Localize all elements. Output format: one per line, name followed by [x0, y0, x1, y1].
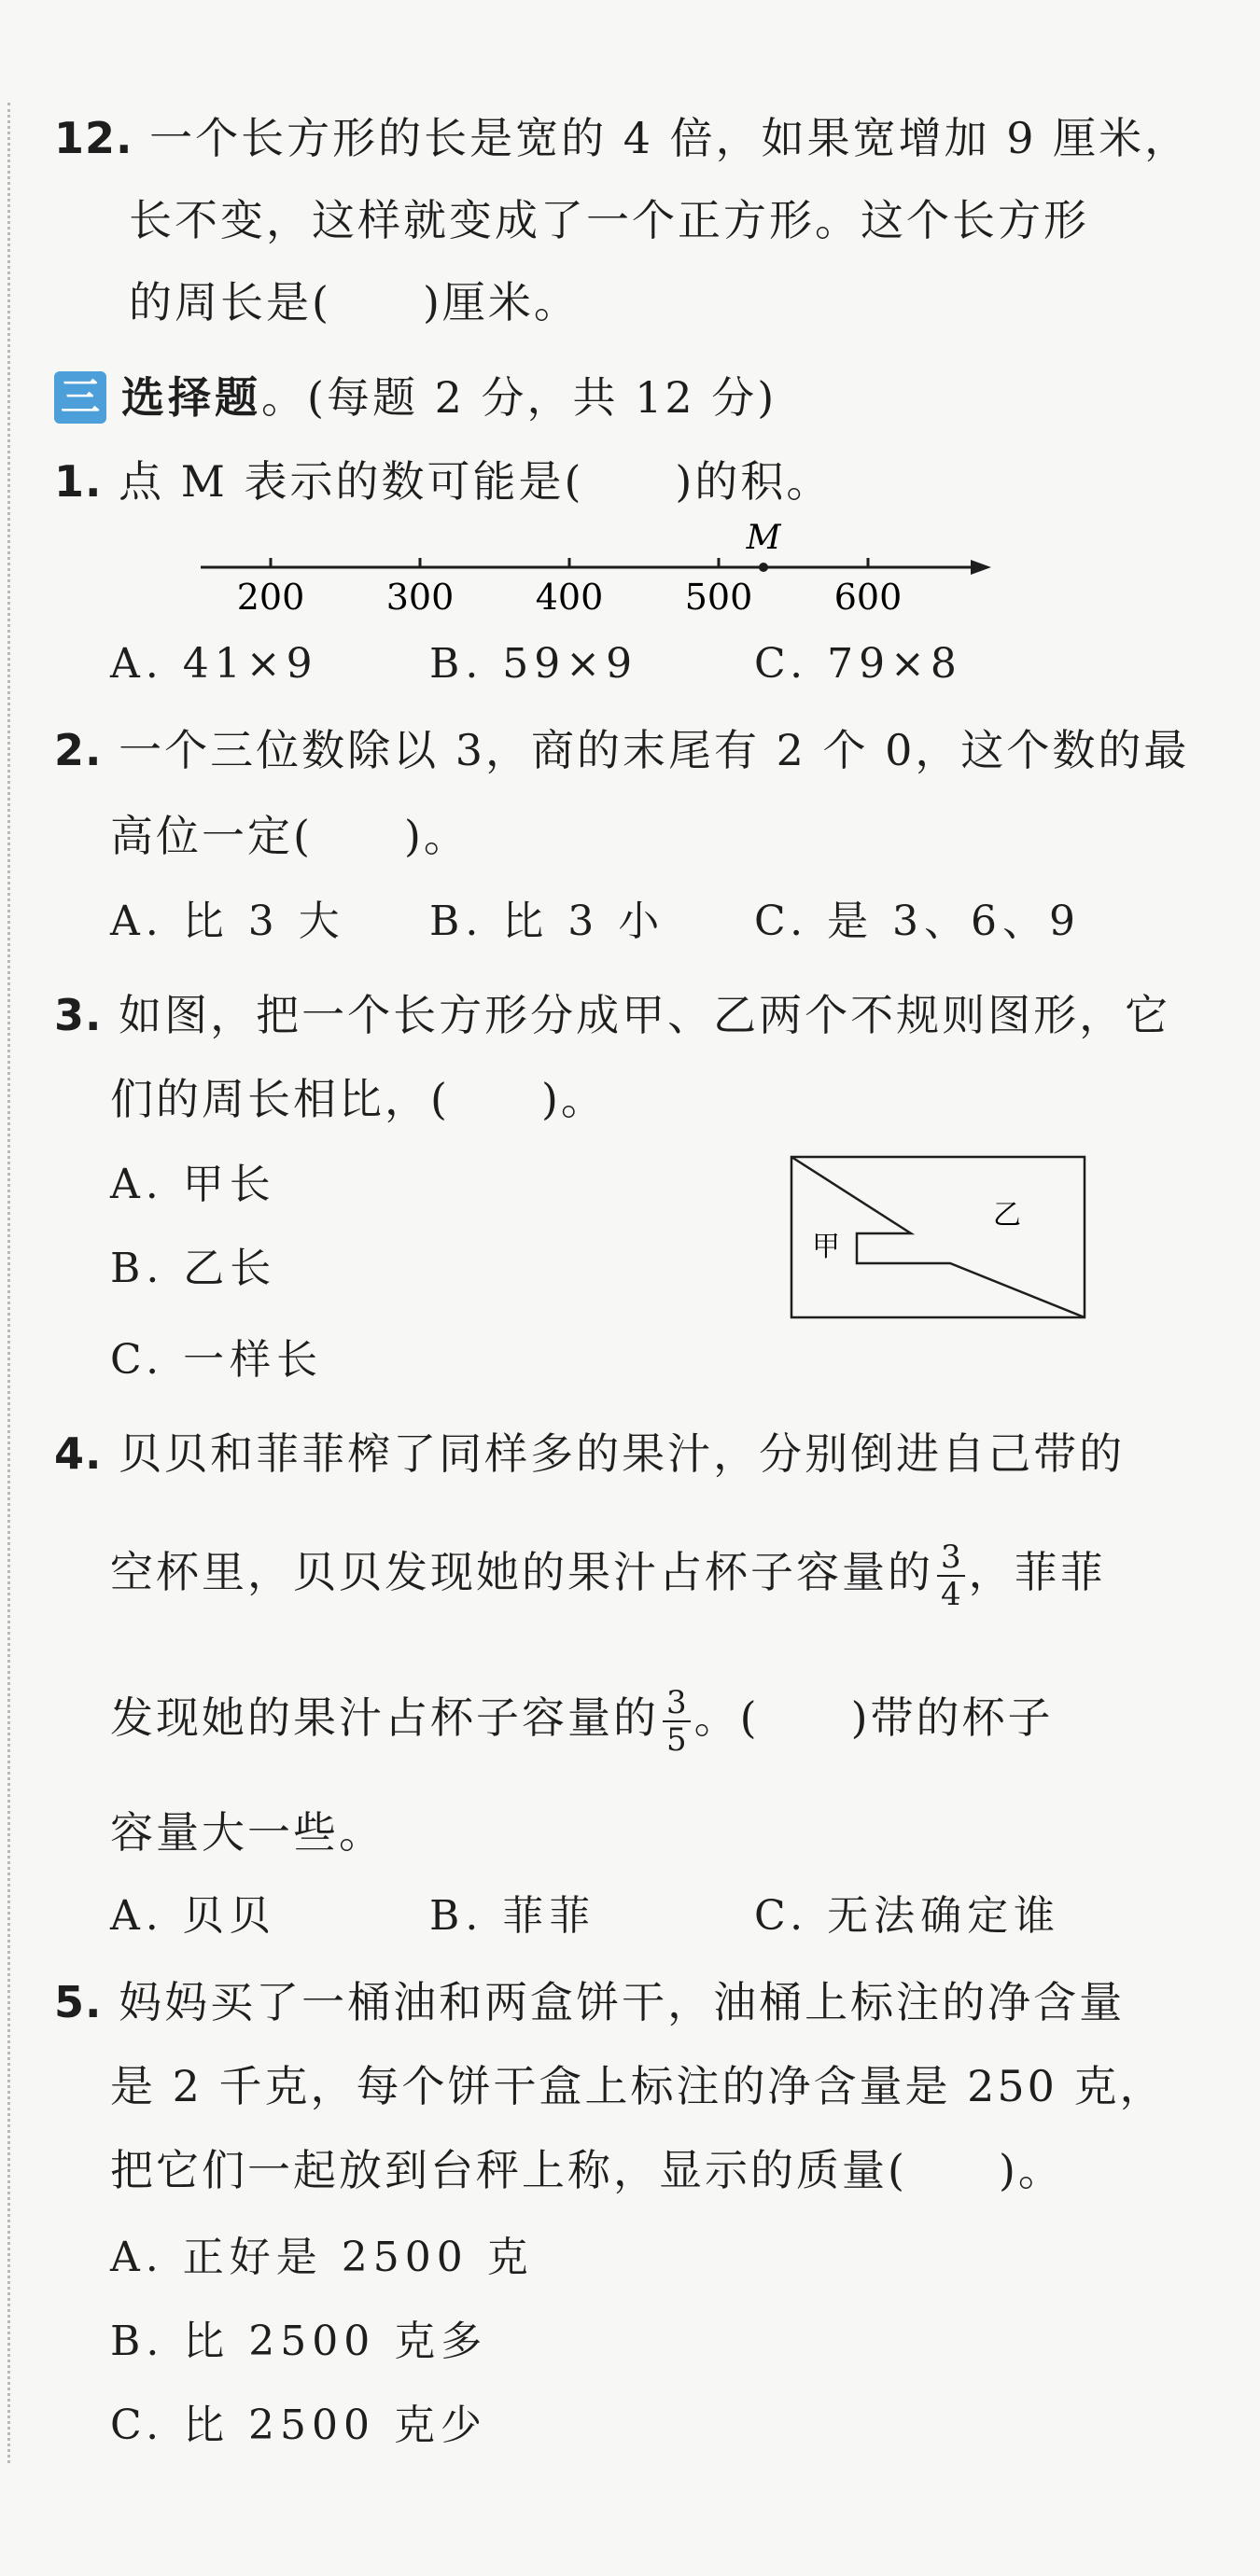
- q4-option-b[interactable]: B. 菲菲: [429, 1892, 596, 1940]
- q4-text-3b: 。( )带的杯子: [693, 1692, 1054, 1743]
- q4-line-2: [110, 1539, 1106, 1612]
- q5-option-b[interactable]: B. 比 2500 克多: [110, 2318, 488, 2365]
- section-note: 。(每题 2 分，共 12 分): [261, 372, 777, 423]
- fraction-denominator: 4: [941, 1576, 961, 1613]
- fraction-three-fifths: [663, 1685, 691, 1758]
- q4-number: 4.: [54, 1428, 103, 1479]
- q12-line-1: [54, 110, 1190, 166]
- q4-text-1: 贝贝和菲菲榨了同样多的果汁，分别倒进自己带的: [119, 1428, 1126, 1479]
- fraction-numerator: 3: [937, 1539, 965, 1577]
- fraction-denominator: 5: [666, 1721, 687, 1759]
- q2-option-c[interactable]: C. 是 3、6、9: [754, 898, 1082, 945]
- q2-number: 2.: [54, 725, 103, 775]
- q2-option-b[interactable]: B. 比 3 小: [429, 898, 665, 945]
- q1-line: [54, 453, 832, 509]
- q3-text-1: 如图，把一个长方形分成甲、乙两个不规则图形，它: [119, 990, 1171, 1040]
- q4-line-1: [54, 1426, 1125, 1482]
- q5-option-c[interactable]: C. 比 2500 克少: [110, 2402, 488, 2449]
- fraction-three-quarters: [937, 1539, 965, 1612]
- binding-margin-line: [7, 103, 10, 2463]
- q1-number: 1.: [54, 456, 103, 507]
- q1-text: 点 M 表示的数可能是( )的积。: [119, 456, 833, 507]
- q4-text-3a: 发现她的果汁占杯子容量的: [110, 1692, 659, 1743]
- q5-text-1: 妈妈买了一桶油和两盒饼干，油桶上标注的净含量: [119, 1977, 1126, 2027]
- q3-option-b[interactable]: B. 乙长: [110, 1245, 277, 1292]
- section-header: [121, 369, 777, 425]
- q4-line-3: [110, 1685, 1054, 1758]
- q3-line-2: 们的周长相比，( )。: [110, 1074, 607, 1124]
- q3-option-a[interactable]: A. 甲长: [110, 1161, 276, 1208]
- q5-option-a[interactable]: A. 正好是 2500 克: [110, 2234, 534, 2281]
- q5-line-1: [54, 1974, 1125, 2030]
- number-line-tick-label: 300: [385, 577, 455, 618]
- q2-option-a[interactable]: A. 比 3 大: [110, 898, 345, 945]
- number-line-arrow: [971, 560, 991, 575]
- q4-text-2b: ，菲菲: [968, 1547, 1106, 1597]
- q12-text-1: 一个长方形的长是宽的 4 倍，如果宽增加 9 厘米，: [149, 113, 1191, 163]
- q4-option-a[interactable]: A. 贝贝: [110, 1892, 276, 1940]
- number-line-point-label: M: [746, 522, 781, 557]
- q3-line-1: [54, 987, 1170, 1043]
- q1-option-b[interactable]: B. 59×9: [429, 640, 638, 688]
- q1-number-line: [187, 522, 1008, 634]
- q5-line-2: 是 2 千克，每个饼干盒上标注的净含量是 250 克，: [110, 2061, 1166, 2111]
- q12-line-3: 的周长是( )厘米。: [129, 277, 580, 327]
- figure-label-jia: 甲: [812, 1231, 840, 1263]
- q5-line-3: 把它们一起放到台秤上称，显示的质量( )。: [110, 2145, 1064, 2195]
- q1-option-a[interactable]: A. 41×9: [110, 640, 318, 688]
- q2-text-1: 一个三位数除以 3，商的末尾有 2 个 0，这个数的最: [119, 725, 1190, 775]
- q3-number: 3.: [54, 990, 103, 1040]
- q1-option-c[interactable]: C. 79×8: [754, 640, 962, 688]
- number-line-tick-label: 600: [833, 577, 903, 618]
- q3-figure: [790, 1155, 1088, 1325]
- q5-number: 5.: [54, 1977, 103, 2027]
- number-line-tick-label: 500: [684, 577, 753, 618]
- q2-line-1: [54, 722, 1189, 778]
- number-line-point-m: [759, 563, 768, 572]
- q12-line-2: 长不变，这样就变成了一个正方形。这个长方形: [129, 195, 1089, 245]
- q12-number: 12.: [54, 113, 133, 163]
- q4-line-4: 容量大一些。: [110, 1807, 385, 1858]
- figure-label-yi: 乙: [993, 1199, 1021, 1232]
- fraction-numerator: 3: [663, 1685, 691, 1722]
- q4-text-2a: 空杯里，贝贝发现她的果汁占杯子容量的: [110, 1547, 933, 1597]
- section-badge: 三: [54, 371, 106, 424]
- q4-option-c[interactable]: C. 无法确定谁: [754, 1892, 1061, 1940]
- section-title: 选择题: [121, 372, 261, 423]
- q2-line-2: 高位一定( )。: [110, 811, 469, 861]
- number-line-tick-label: 400: [535, 577, 604, 618]
- q3-option-c[interactable]: C. 一样长: [110, 1336, 324, 1384]
- number-line-tick-label: 200: [236, 577, 305, 618]
